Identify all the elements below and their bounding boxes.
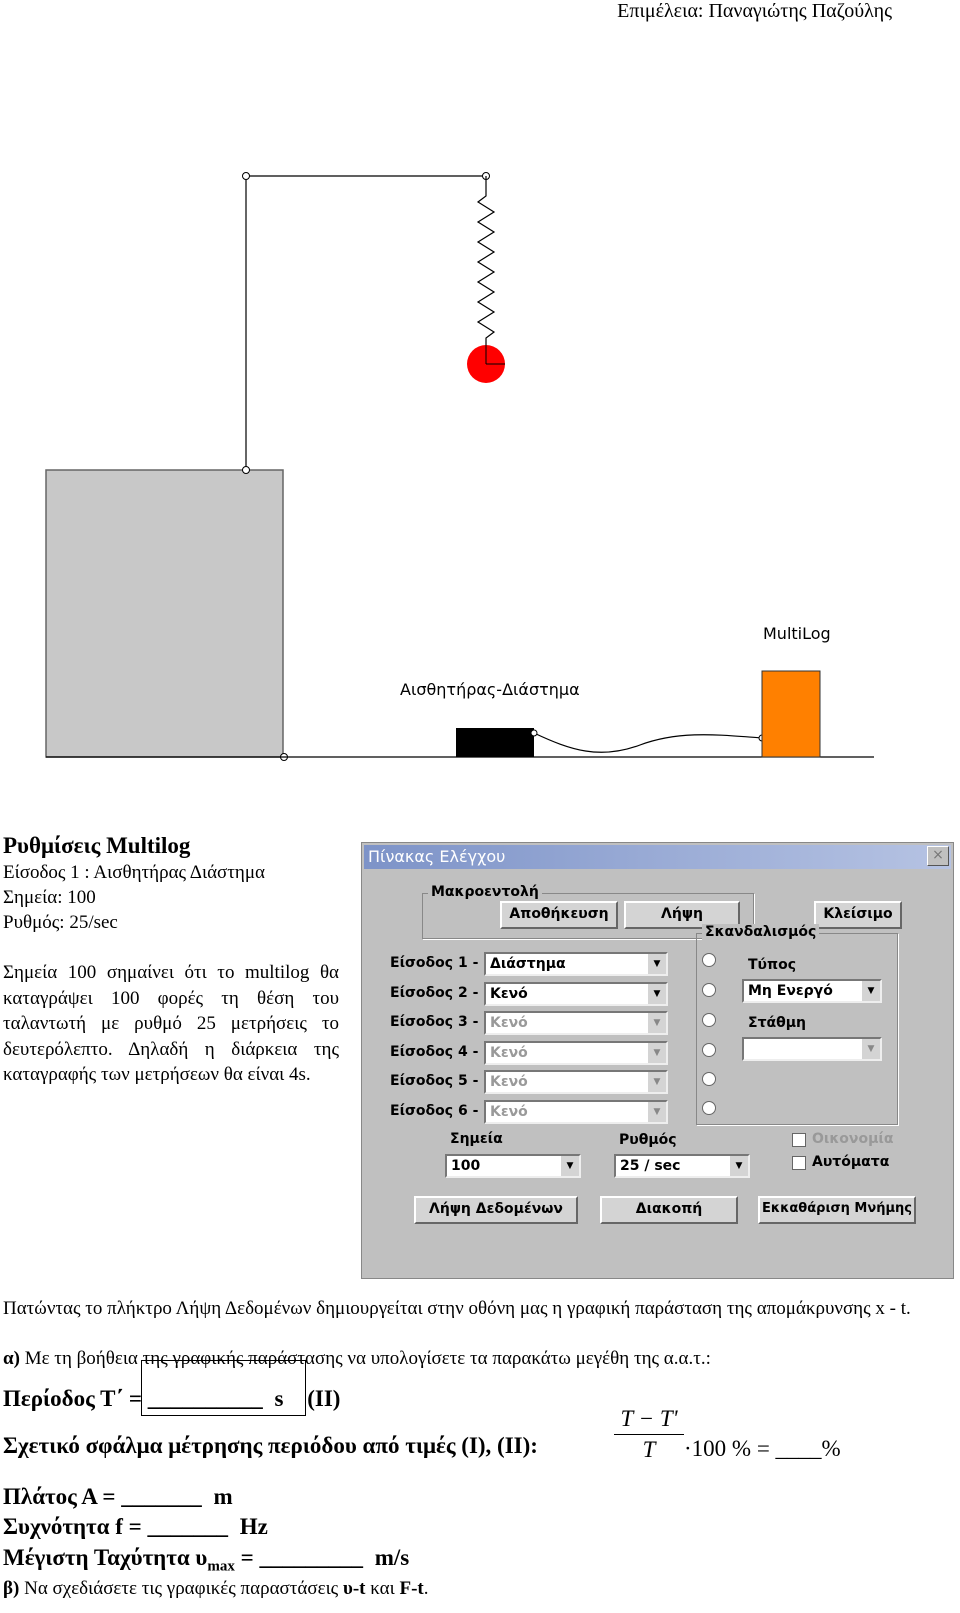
control-panel-dialog (361, 842, 954, 1279)
error-line: Σχετικό σφάλμα μέτρησης περιόδου από τιμές (Ι), (ΙΙ): (3, 1433, 538, 1458)
chevron-down-icon: ▼ (647, 1102, 666, 1122)
input-5-select: Κενό ▼ (484, 1070, 668, 1094)
rate-label: Ρυθμός (619, 1132, 677, 1148)
input-3-label: Είσοδος 3 - (390, 1014, 479, 1030)
trigger-radio-6[interactable] (702, 1101, 716, 1115)
chevron-down-icon: ▼ (647, 1043, 666, 1063)
chevron-down-icon: ▼ (647, 1072, 666, 1092)
settings-title: Ρυθμίσεις Multilog (3, 833, 191, 858)
error-fraction: $\frac{T - T'}{T}$ (614, 1404, 684, 1465)
rate-select[interactable]: 25 / sec ▼ (614, 1154, 750, 1178)
type-select[interactable]: Μη Ενεργό ▼ (742, 979, 882, 1003)
economy-label: Οικονομία (812, 1131, 894, 1147)
dialog-titlebar (364, 845, 951, 869)
chevron-down-icon: ▼ (861, 1039, 880, 1059)
auto-label: Αυτόματα (812, 1154, 890, 1170)
chevron-down-icon[interactable]: ▼ (560, 1156, 579, 1176)
settings-line: Είσοδος 1 : Αισθητήρας Διάστημα (3, 862, 266, 883)
chevron-down-icon: ▼ (647, 1013, 666, 1033)
chevron-down-icon[interactable]: ▼ (647, 984, 666, 1004)
stand-block (46, 470, 283, 757)
sensor-cable (534, 733, 762, 752)
settings-note: Σημεία 100 σημαίνει ότι το multilog θα καταγράψει 100 φορές τη θέση του ταλαντωτή με ρυθμό 25 μετρήσεις το δευτερόλεπτο. Δηλαδή η διάρκεια της καταγραφής των μετρήσεων θα είναι 4s. (3, 962, 339, 1085)
macro-group-title: Μακροεντολή (428, 884, 542, 900)
clear-memory-button[interactable]: Εκκαθάριση Μνήμης (758, 1196, 916, 1224)
receive-data-button[interactable]: Λήψη Δεδομένων (414, 1196, 578, 1224)
settings-line: Ρυθμός: 25/sec (3, 912, 118, 933)
dialog-title: Πίνακας Ελέγχου (368, 847, 506, 866)
period-line: Περίοδος Τ΄ = __________ s (ΙΙ) (3, 1386, 341, 1411)
input-6-select: Κενό ▼ (484, 1100, 668, 1124)
paragraph: Πατώντας το πλήκτρο Λήψη Δεδομένων δημιουργείται στην οθόνη μας η γραφική παράσταση της απομάκρυνσης x - t. (3, 1298, 911, 1319)
input-1-select[interactable]: Διάστημα ▼ (484, 952, 668, 976)
chevron-down-icon[interactable]: ▼ (647, 954, 666, 974)
level-label: Στάθμη (748, 1015, 807, 1031)
chevron-down-icon[interactable]: ▼ (861, 981, 880, 1001)
spring (478, 176, 494, 350)
experiment-scene (0, 0, 960, 780)
input-4-label: Είσοδος 4 - (390, 1044, 479, 1060)
points-select[interactable]: 100 ▼ (445, 1154, 581, 1178)
auto-checkbox[interactable] (792, 1156, 806, 1170)
distance-sensor (456, 728, 534, 757)
input-6-label: Είσοδος 6 - (390, 1103, 479, 1119)
chevron-down-icon[interactable]: ▼ (729, 1156, 748, 1176)
trigger-group-title: Σκανδαλισμός (702, 924, 819, 940)
multilog-device (762, 671, 820, 757)
type-label: Τύπος (748, 957, 796, 973)
multilog-settings (3, 832, 341, 935)
get-button[interactable]: Λήψη (624, 901, 740, 929)
trigger-radio-5[interactable] (702, 1072, 716, 1086)
stop-button[interactable]: Διακοπή (600, 1196, 738, 1224)
close-icon[interactable]: × (927, 846, 949, 866)
amplitude-line: Πλάτος Α = _______ m (3, 1484, 233, 1509)
economy-checkbox (792, 1133, 806, 1147)
trigger-radio-3[interactable] (702, 1013, 716, 1027)
points-label: Σημεία (450, 1131, 503, 1147)
input-1-label: Είσοδος 1 - (390, 955, 479, 971)
input-5-label: Είσοδος 5 - (390, 1073, 479, 1089)
sensor-label: Αισθητήρας-Διάστημα (400, 680, 580, 699)
save-button[interactable]: Αποθήκευση (500, 901, 618, 929)
settings-line: Σημεία: 100 (3, 887, 96, 908)
input-3-select: Κενό ▼ (484, 1011, 668, 1035)
level-select (742, 1037, 882, 1061)
trigger-radio-4[interactable] (702, 1043, 716, 1057)
input-2-select[interactable]: Κενό ▼ (484, 982, 668, 1006)
frequency-line: Συχνότητα f = _______ Hz (3, 1514, 268, 1539)
trigger-radio-1[interactable] (702, 953, 716, 967)
question-a: α) Με τη βοήθεια της γραφικής παράστασης να υπολογίσετε τα παρακάτω μεγέθη της α.α.τ.: (3, 1348, 711, 1369)
author-header: Επιμέλεια: Παναγιώτης Παζούλης (617, 0, 892, 22)
input-4-select: Κενό ▼ (484, 1041, 668, 1065)
multilog-label: MultiLog (763, 624, 831, 643)
close-button[interactable]: Κλείσιμο (814, 901, 902, 929)
error-tail: ·100 % = ____% (684, 1436, 841, 1461)
vmax-line: Μέγιστη Ταχύτητα $\upsilon_{max}$ = _________ m/s (3, 1545, 410, 1575)
input-2-label: Είσοδος 2 - (390, 985, 479, 1001)
question-b: β) Να σχεδιάσετε τις γραφικές παραστάσεις υ-t και F-t. (3, 1578, 429, 1599)
trigger-radio-2[interactable] (702, 983, 716, 997)
